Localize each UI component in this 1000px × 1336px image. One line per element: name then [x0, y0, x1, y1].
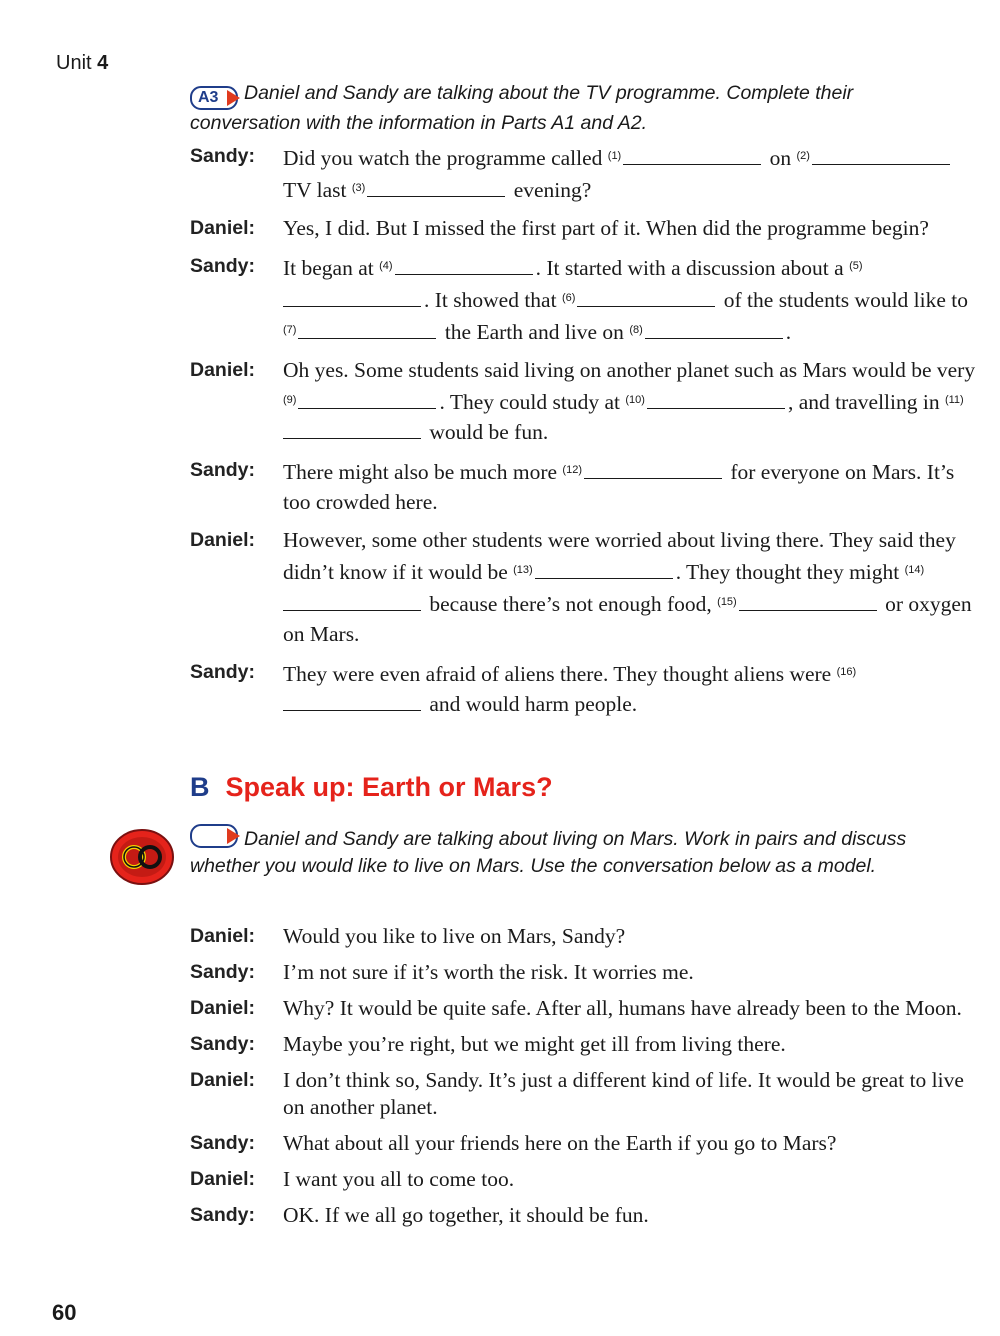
- text-segment: evening?: [508, 178, 592, 202]
- fill-in-blank[interactable]: [283, 288, 421, 307]
- dialogue-line: [190, 141, 980, 205]
- blank-number: (16): [836, 666, 857, 678]
- speaker-name: Daniel:: [190, 217, 256, 239]
- text-segment: . It showed that: [424, 288, 562, 312]
- dialogue-line: [190, 525, 980, 649]
- fill-in-blank[interactable]: [647, 390, 785, 409]
- dialogue-line: [190, 959, 980, 986]
- speaker-name: Sandy:: [190, 961, 256, 983]
- fill-in-blank[interactable]: [812, 146, 950, 165]
- blank-number: (7): [283, 324, 297, 336]
- speaker-name: Daniel:: [190, 925, 256, 947]
- text-segment: on: [764, 146, 797, 170]
- speaker-name: Daniel:: [190, 359, 256, 381]
- unit-header: [56, 52, 108, 75]
- blank-number: (15): [717, 596, 737, 608]
- text-segment: , and travelling in: [787, 390, 945, 414]
- dialogue-line: [190, 657, 980, 719]
- speaking-pair-icon: [108, 827, 176, 887]
- dialogue-text: [283, 355, 980, 447]
- fill-in-blank[interactable]: [584, 460, 722, 479]
- dialogue-text: Would you like to live on Mars, Sandy?: [283, 924, 626, 948]
- a3-badge: A3: [190, 86, 238, 110]
- fill-in-blank[interactable]: [623, 146, 761, 165]
- fill-in-blank[interactable]: [283, 692, 421, 711]
- dialogue-line: [190, 213, 980, 243]
- dialogue-text: I want you all to come too.: [283, 1167, 515, 1191]
- text-segment: Oh yes. Some students said living on another planet such as Mars would be very: [283, 358, 976, 382]
- speaker-name: Sandy:: [190, 145, 256, 167]
- text-segment: There might also be much more: [283, 460, 563, 484]
- play-triangle-icon: [227, 90, 240, 106]
- speaker-name: Daniel:: [190, 529, 256, 551]
- text-segment: Did you watch the programme called: [283, 146, 608, 170]
- dialogue-text: [283, 141, 980, 205]
- a3-instruction-text: Daniel and Sandy are talking about the TV programme. Complete their conversation with the information in Parts A1 and A2.: [190, 82, 854, 134]
- section-title: Speak up: Earth or Mars?: [225, 772, 553, 802]
- section-letter: B: [190, 772, 210, 802]
- blank-number: (12): [562, 464, 582, 476]
- speaker-name: Sandy:: [190, 1132, 256, 1154]
- dialogue-line: [190, 995, 980, 1022]
- text-segment: . It started with a discussion about a: [535, 256, 850, 280]
- dialogue-line: [190, 251, 980, 347]
- dialogue-line: [190, 1031, 980, 1058]
- dialogue-text: I’m not sure if it’s worth the risk. It worries me.: [283, 960, 694, 984]
- text-segment: They were even afraid of aliens there. They thought aliens were: [283, 662, 837, 686]
- blank-number: (14): [904, 564, 925, 576]
- dialogue-text: [283, 525, 980, 649]
- speaker-name: Sandy:: [190, 1033, 256, 1055]
- text-segment: However, some other students were worried about living there. They said they didn’t know if it would be: [283, 528, 956, 584]
- fill-in-blank[interactable]: [298, 320, 436, 339]
- dialogue-line: [190, 923, 980, 950]
- page-number: 60: [52, 1300, 77, 1325]
- dialogue-line: [190, 1067, 980, 1121]
- a3-instruction: [190, 80, 930, 137]
- fill-in-blank[interactable]: [577, 288, 715, 307]
- dialogue-line: [190, 1202, 980, 1229]
- dialogue-text: I don’t think so, Sandy. It’s just a different kind of life. It would be great to live on another planet.: [283, 1068, 964, 1119]
- text-segment: . They thought they might: [675, 560, 905, 584]
- dialogue-text: [283, 213, 980, 243]
- dialogue-line: [190, 1166, 980, 1193]
- dialogue-text: What about all your friends here on the Earth if you go to Mars?: [283, 1131, 837, 1155]
- text-segment: for everyone on Mars. It’s too crowded here.: [283, 460, 955, 514]
- text-segment: of the students would like to: [718, 288, 969, 312]
- dialogue-text: [283, 657, 980, 719]
- b-instruction-text: Daniel and Sandy are talking about living on Mars. Work in pairs and discuss whether you would like to live on Mars. Use the conversation below as a model.: [190, 828, 907, 877]
- fill-in-blank[interactable]: [535, 560, 673, 579]
- dialogue-line: [190, 1130, 980, 1157]
- speaker-name: Daniel:: [190, 997, 256, 1019]
- speaker-name: Daniel:: [190, 1168, 256, 1190]
- fill-in-blank[interactable]: [283, 592, 421, 611]
- text-segment: TV last: [283, 178, 352, 202]
- fill-in-blank[interactable]: [739, 592, 877, 611]
- speaker-name: Sandy:: [190, 459, 256, 481]
- text-segment: . They could study at: [439, 390, 626, 414]
- unit-label: Unit: [56, 52, 92, 74]
- play-triangle-icon: [227, 828, 240, 844]
- fill-in-blank[interactable]: [367, 178, 505, 197]
- text-segment: or oxygen on Mars.: [283, 592, 972, 646]
- fill-in-blank[interactable]: [645, 320, 783, 339]
- blank-number: (4): [379, 260, 393, 272]
- text-segment: and would harm people.: [424, 692, 638, 716]
- speaker-name: Sandy:: [190, 1204, 256, 1226]
- unit-number: 4: [97, 52, 109, 74]
- speaker-name: Daniel:: [190, 1069, 256, 1091]
- text-segment: because there’s not enough food,: [424, 592, 718, 616]
- dialogue-line: [190, 455, 980, 517]
- b-conversation: [190, 923, 980, 1238]
- blank-number: (6): [561, 292, 576, 304]
- dialogue-line: [190, 355, 980, 447]
- speaker-name: Sandy:: [190, 255, 256, 277]
- blank-number: (10): [625, 394, 645, 406]
- text-segment: It began at: [283, 256, 380, 280]
- speaker-name: Sandy:: [190, 661, 256, 683]
- fill-in-blank[interactable]: [283, 420, 421, 439]
- text-segment: Yes, I did. But I missed the first part of it. When did the programme begin?: [283, 216, 929, 240]
- dialogue-text: [283, 251, 980, 347]
- fill-in-blank[interactable]: [298, 390, 436, 409]
- dialogue-text: [283, 455, 980, 517]
- blank-number: (3): [351, 182, 366, 194]
- blank-number: (5): [849, 260, 863, 272]
- fill-in-blank[interactable]: [395, 256, 533, 275]
- blank-number: (1): [607, 150, 622, 162]
- text-segment: would be fun.: [424, 420, 549, 444]
- blank-number: (9): [283, 394, 297, 406]
- b-badge: [190, 824, 238, 848]
- dialogue-text: Why? It would be quite safe. After all, humans have already been to the Moon.: [283, 996, 962, 1020]
- blank-number: (13): [513, 564, 533, 576]
- dialogue-text: Maybe you’re right, but we might get ill from living there.: [283, 1032, 786, 1056]
- section-b-heading: [190, 772, 553, 803]
- blank-number: (2): [796, 150, 810, 162]
- blank-number: (11): [944, 394, 964, 406]
- a3-conversation: [190, 141, 980, 727]
- blank-number: (8): [629, 324, 643, 336]
- b-instruction: [190, 824, 930, 880]
- text-segment: the Earth and live on: [439, 320, 630, 344]
- text-segment: .: [785, 320, 792, 344]
- dialogue-text: OK. If we all go together, it should be fun.: [283, 1203, 649, 1227]
